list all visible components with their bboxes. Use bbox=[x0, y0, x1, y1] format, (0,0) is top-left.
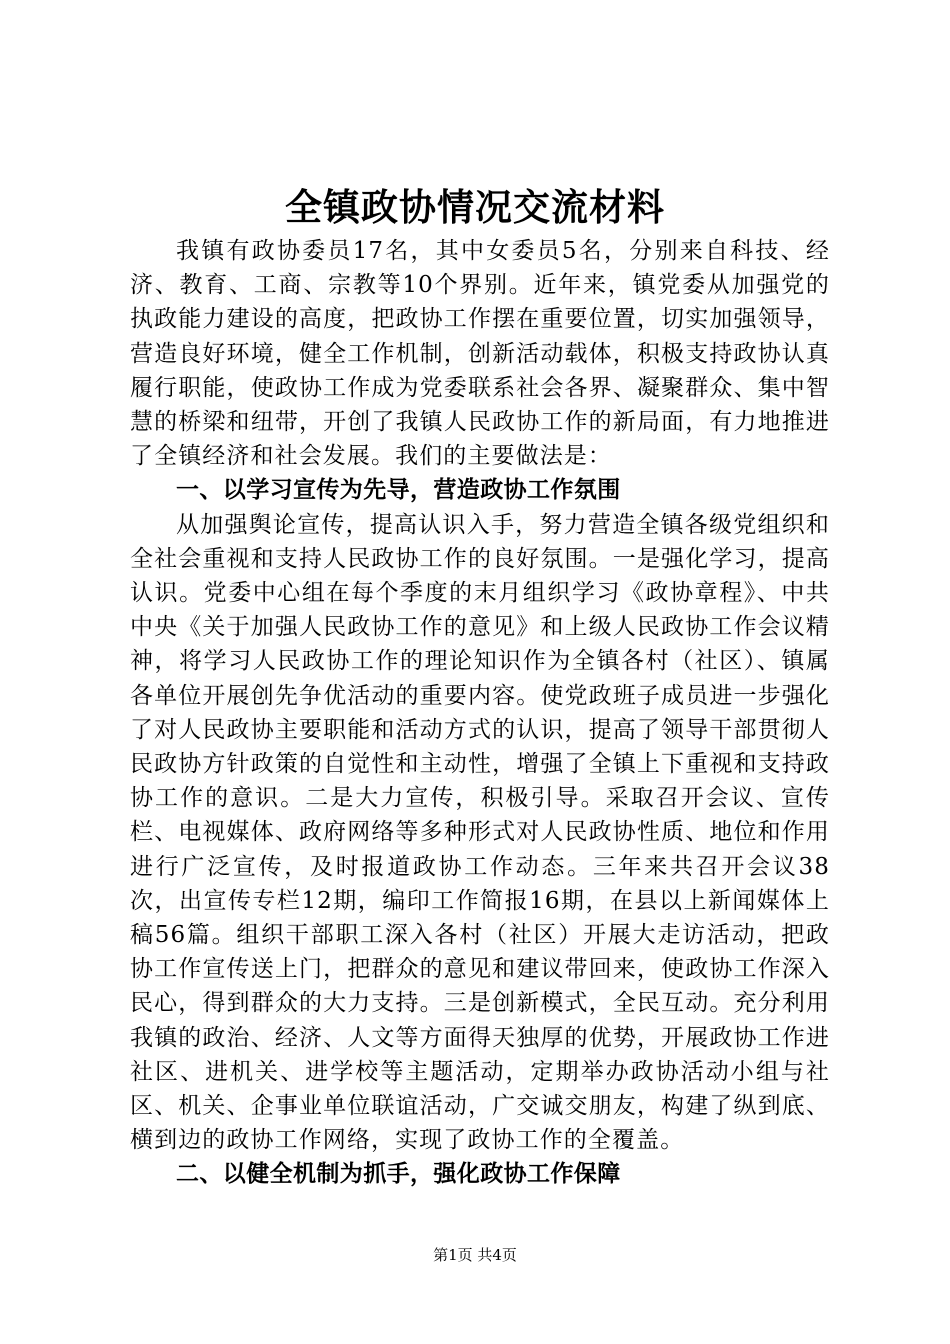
document-title: 全镇政协情况交流材料 bbox=[285, 186, 665, 229]
section-1-paragraph: 从加强舆论宣传，提高认识入手，努力营造全镇各级党组织和全社会重视和支持人民政协工作的良好氛围。一是强化学习，提高认识。党委中心组在每个季度的末月组织学习《政协章程》、中共中央《关于加强人民政协工作的意见》和上级人民政协工作会议精神，将学习人民政协工作的理论知识作为全镇各村（社区）、镇属各单位开展创先争优活动的重要内容。使党政班子成员进一步强化了对人民政协主要职能和活动方式的认识，提高了领导干部贯彻人民政协方针政策的自觉性和主动性，增强了全镇上下重视和支持政协工作的意识。二是大力宣传，积极引导。采取召开会议、宣传栏、电视媒体、政府网络等多种形式对人民政协性质、地位和作用进行广泛宣传，及时报道政协工作动态。三年来共召开会议38次，出宣传专栏12期，编印工作简报16期，在县以上新闻媒体上稿56篇。组织干部职工深入各村（社区）开展大走访活动，把政协工作宣传送上门，把群众的意见和建议带回来，使政协工作深入民心，得到群众的大力支持。三是创新模式，全民互动。充分利用我镇的政治、经济、人文等方面得天独厚的优势，开展政协工作进社区、进机关、进学校等主题活动，定期举办政协活动小组与社区、机关、企事业单位联谊活动，广交诚交朋友，构建了纵到底、横到边的政协工作网络，实现了政协工作的全覆盖。 bbox=[130, 511, 830, 1154]
section-heading-1: 一、以学习宣传为先导，营造政协工作氛围 bbox=[176, 477, 621, 504]
page-footer: 第1页 共4页 bbox=[433, 1246, 517, 1264]
intro-paragraph: 我镇有政协委员17名，其中女委员5名，分别来自科技、经济、教育、工商、宗教等10个界别。近年来，镇党委从加强党的执政能力建设的高度，把政协工作摆在重要位置，切实加强领导，营造良好环境，健全工作机制，创新活动载体，积极支持政协认真履行职能，使政协工作成为党委联系社会各界、凝聚群众、集中智慧的桥梁和纽带，开创了我镇人民政协工作的新局面，有力地推进了全镇经济和社会发展。我们的主要做法是： bbox=[130, 238, 830, 470]
document-body bbox=[130, 234, 830, 1192]
section-heading-2: 二、以健全机制为抓手，强化政协工作保障 bbox=[176, 1161, 621, 1188]
